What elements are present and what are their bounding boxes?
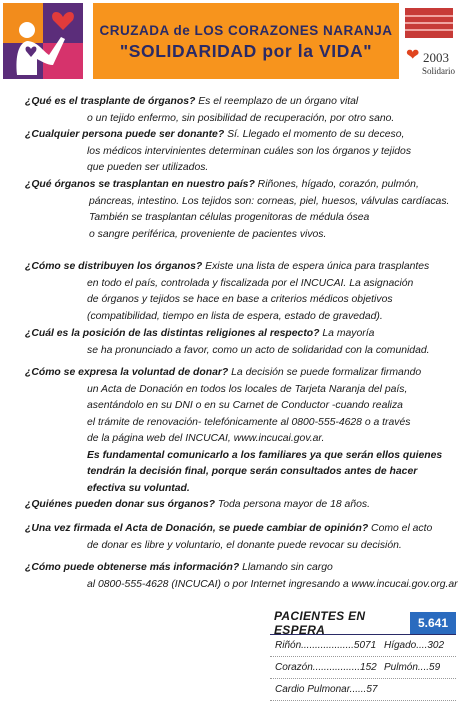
faq-first-line (25, 365, 455, 382)
faq-first-line (25, 521, 455, 538)
heart-icon: ❤ (406, 47, 420, 64)
waiting-row (270, 635, 456, 657)
faq-answer-line-bold: efectiva su voluntad. (87, 482, 190, 494)
faq-answer-line: También se trasplantan células progenitoras de médula ósea (89, 212, 370, 223)
faq-answer-line: páncreas, intestino. Los tejidos son: corneas, piel, huesos, válvulas cardíacas. (89, 195, 450, 207)
waiting-cell: Pulmón....59 (384, 662, 441, 673)
faq-question: ¿Quiénes pueden donar sus órganos? (25, 499, 215, 510)
faq-item (25, 177, 455, 243)
brand-year: 2003 (423, 50, 449, 65)
faq-item (25, 521, 455, 554)
faq-question: ¿Una vez firmada el Acta de Donación, se puede cambiar de opinión? (25, 523, 369, 534)
campaign-banner (93, 3, 399, 79)
faq-item (25, 560, 458, 593)
faq-first-line (25, 94, 455, 111)
faq-answer: La mayoría (319, 328, 375, 339)
faq-answer-line: que pueden ser utilizados. (87, 162, 209, 173)
faq-answer: Sí. Llegado el momento de su deceso, (224, 129, 405, 140)
banner-slogan: "SOLIDARIDAD por la VIDA" (119, 41, 373, 61)
waiting-cell: Hígado....302 (384, 640, 445, 651)
faq-item (25, 94, 455, 127)
faq-answer-line: el trámite de renovación- telefónicamente al 0800-555-4628 o a través (87, 416, 411, 428)
faq-answer-line: asentándolo en su DNI o en su Carnet de Conductor -cuando realiza (87, 400, 403, 411)
faq-answer: Llamando sin cargo (239, 562, 333, 573)
faq-item (25, 259, 455, 325)
faq-first-line (25, 177, 455, 194)
faq-answer-line: o un tejido enfermo, sin posibilidad de recuperación, por otro sano. (87, 112, 395, 124)
faq-answer: Es el reemplazo de un órgano vital (195, 96, 359, 107)
waiting-cell: Riñón...................5071 (275, 640, 377, 651)
waiting-cell: Corazón.................152 (275, 662, 377, 673)
faq-answer-line: un Acta de Donación en todos los locales de Tarjeta Naranja del país, (87, 383, 408, 395)
faq-question: ¿Qué órganos se trasplantan en nuestro país? (25, 179, 255, 190)
faq-first-line (25, 560, 455, 577)
faq-answer-line: al 0800-555-4628 (INCUCAI) o por Internet ingresando a www.incucai.gov.org.ar (87, 578, 458, 590)
faq-answer-line: o sangre periférica, proveniente de pacientes vivos. (89, 228, 327, 240)
faq-answer-line: de donar es libre y voluntario, el donante puede revocar su decisión. (87, 539, 402, 551)
faq-item (25, 326, 455, 359)
banner-title: CRUZADA de LOS CORAZONES NARANJA (99, 23, 393, 38)
faq-item (25, 497, 455, 514)
faq-question: ¿Cuál es la posición de las distintas religiones al respecto? (25, 328, 320, 339)
faq-first-line (25, 326, 455, 343)
faq-question: ¿Cómo se expresa la voluntad de donar? (25, 367, 229, 378)
faq-item (25, 127, 455, 177)
faq-question: ¿Cualquier persona puede ser donante? (25, 129, 225, 140)
cruzada-logo (3, 3, 83, 79)
waiting-panel-header (270, 609, 456, 637)
faq-answer-line: se ha pronunciado a favor, como un acto de solidaridad con la comunidad. (87, 344, 430, 356)
faq-answer: Existe una lista de espera única para trasplantes (202, 261, 430, 272)
faq-question: ¿Qué es el trasplante de órganos? (25, 96, 196, 107)
faq-answer-line-bold: Es fundamental comunicarlo a los familiares ya que serán ellos quienes (87, 449, 443, 461)
faq-answer: Riñones, hígado, corazón, pulmón, (254, 179, 419, 190)
faq-answer: Como el acto (368, 523, 433, 534)
waiting-row (270, 657, 456, 679)
faq-answer: Toda persona mayor de 18 años. (214, 499, 370, 510)
waiting-panel-title: PACIENTES EN ESPERA (274, 609, 366, 637)
faq-question: ¿Cómo se distribuyen los órganos? (25, 261, 203, 272)
sponsor-logo (404, 8, 456, 78)
faq-answer-line: los médicos intervinientes determinan cuáles son los órganos y tejidos (87, 145, 412, 157)
faq-answer-line: de la página web del INCUCAI, www.incucai.gov.ar. (87, 433, 325, 444)
faq-answer-line: (compatibilidad, tiempo en lista de espera, estado de gravedad). (87, 310, 383, 322)
faq-answer-line: de órganos y tejidos se hace en base a criterios médicos objetivos (87, 294, 393, 305)
waiting-total-badge: 5.641 (410, 612, 456, 634)
faq-first-line (25, 497, 455, 514)
faq-answer: La decisión se puede formalizar firmando (228, 367, 422, 378)
brand-name: Solidario (422, 66, 455, 76)
waiting-patients-panel (270, 609, 456, 701)
faq-first-line (25, 259, 455, 276)
faq-item (25, 365, 455, 497)
waiting-cell: Cardio Pulmonar......57 (275, 684, 378, 695)
faq-answer-line-bold: tendrán la decisión final, porque serán consultados antes de hacer (87, 466, 418, 477)
faq-question: ¿Cómo puede obtenerse más información? (25, 562, 240, 573)
faq-first-line (25, 127, 455, 144)
faq-answer-line: en todo el país, controlada y fiscalizada por el INCUCAI. La asignación (87, 277, 414, 289)
